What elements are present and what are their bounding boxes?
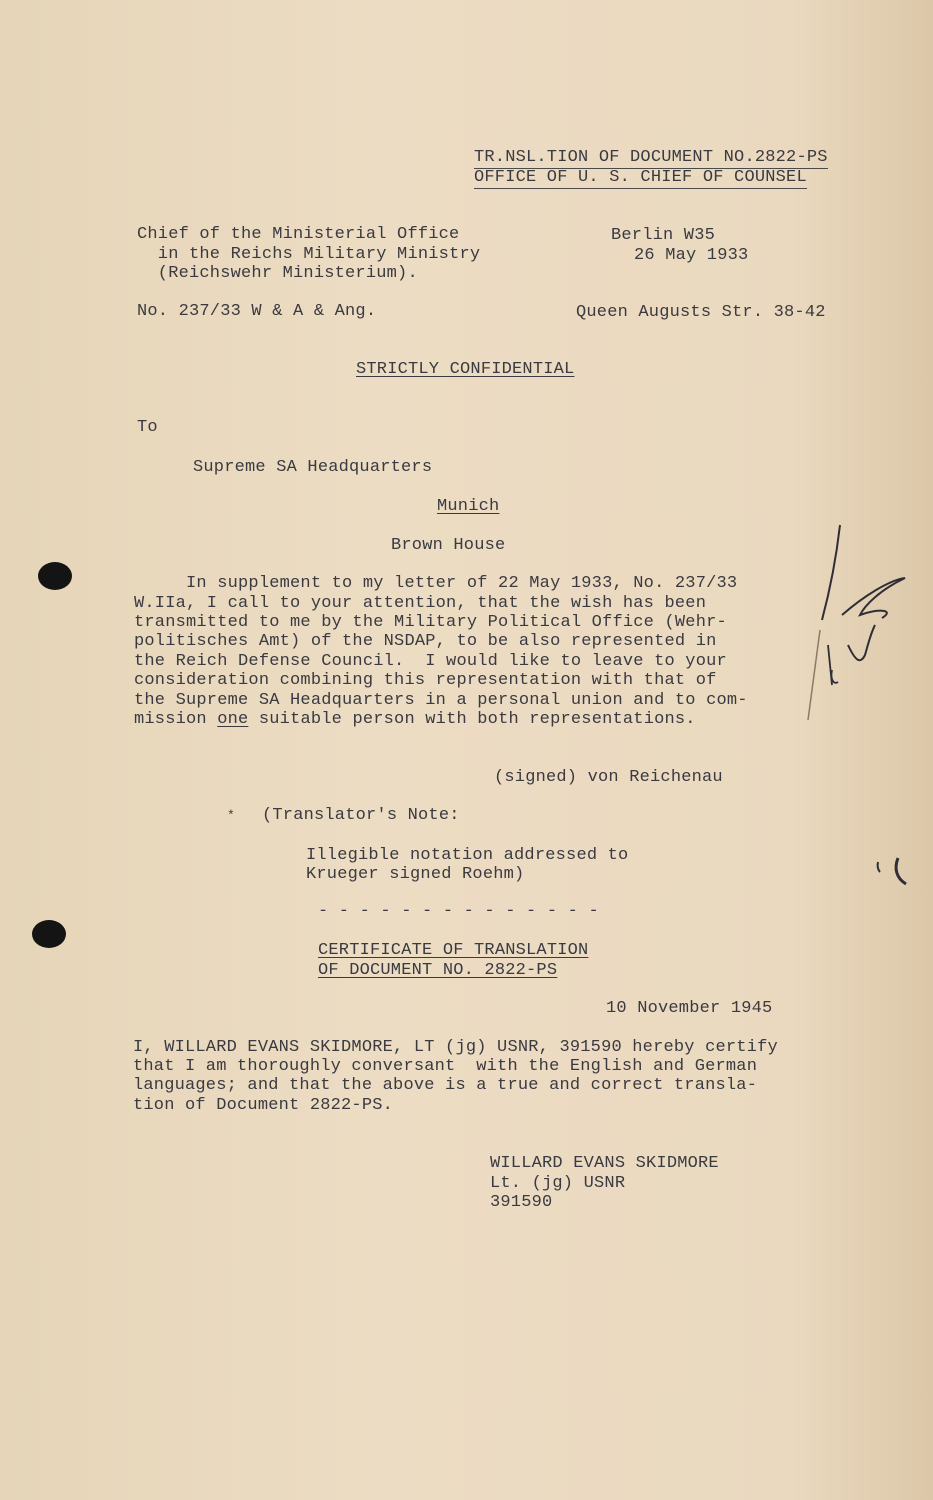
body-line-3: transmitted to me by the Military Political Office (Wehr- xyxy=(134,613,727,632)
sender-address: Queen Augusts Str. 38-42 xyxy=(576,303,826,322)
certificate-line-1: I, WILLARD EVANS SKIDMORE, LT (jg) USNR, 391590 hereby certify xyxy=(133,1038,778,1057)
header-line-1: TR.NSL.TION OF DOCUMENT NO.2822-PS xyxy=(474,148,828,167)
certificate-line-4: tion of Document 2822-PS. xyxy=(133,1096,394,1115)
punch-hole-top xyxy=(38,562,72,590)
sender-line-2: in the Reichs Military Ministry xyxy=(137,245,481,264)
certificate-title-1: CERTIFICATE OF TRANSLATION xyxy=(318,941,589,960)
header-line-2: OFFICE OF U. S. CHIEF OF COUNSEL xyxy=(474,168,807,187)
reference-number: No. 237/33 W & A & Ang. xyxy=(137,302,377,321)
place-city: Berlin W35 xyxy=(611,226,716,245)
body-line-4: politisches Amt) of the NSDAP, to be also represented in xyxy=(134,632,717,651)
certificate-title-2: OF DOCUMENT NO. 2822-PS xyxy=(318,961,558,980)
body-line-6: consideration combining this representation with that of xyxy=(134,671,717,690)
punch-hole-bottom xyxy=(32,920,66,948)
signer-number: 391590 xyxy=(490,1193,553,1212)
body-line-2: W.IIa, I call to your attention, that the wish has been xyxy=(134,594,707,613)
body-line-8-start: mission xyxy=(134,710,218,729)
body-line-5: the Reich Defense Council. I would like to leave to your xyxy=(134,652,727,671)
certificate-line-2: that I am thoroughly conversant with the English and German xyxy=(133,1057,758,1076)
margin-mark-icon xyxy=(872,852,912,892)
signer-name: WILLARD EVANS SKIDMORE xyxy=(490,1154,719,1173)
sender-line-1: Chief of the Ministerial Office xyxy=(137,225,460,244)
translator-note-mark: * xyxy=(227,808,236,823)
recipient-city: Munich xyxy=(437,497,500,516)
body-line-8 xyxy=(134,710,696,730)
signature: (signed) von Reichenau xyxy=(494,768,723,787)
classification-heading: STRICTLY CONFIDENTIAL xyxy=(356,360,575,379)
translator-note-line-1: Illegible notation addressed to xyxy=(306,846,629,865)
recipient-to: To xyxy=(137,418,158,437)
separator-line: - - - - - - - - - - - - - - xyxy=(318,902,599,921)
signer-rank: Lt. (jg) USNR xyxy=(490,1174,626,1193)
certificate-line-3: languages; and that the above is a true and correct transla- xyxy=(133,1076,758,1095)
translator-note-line-2: Krueger signed Roehm) xyxy=(306,865,525,884)
body-line-1: In supplement to my letter of 22 May 1933, No. 237/33 xyxy=(134,574,738,593)
recipient-org: Supreme SA Headquarters xyxy=(193,458,433,477)
translator-note-title: (Translator's Note: xyxy=(262,806,460,825)
place-date: 26 May 1933 xyxy=(634,246,749,265)
sender-line-3: (Reichswehr Ministerium). xyxy=(137,264,418,283)
body-underlined-word: one xyxy=(217,710,249,729)
recipient-building: Brown House xyxy=(391,536,506,555)
body-line-8-end: suitable person with both representations. xyxy=(248,710,696,729)
handwritten-mark-icon xyxy=(770,520,920,740)
certificate-date: 10 November 1945 xyxy=(606,999,773,1018)
body-line-7: the Supreme SA Headquarters in a personal union and to com- xyxy=(134,691,748,710)
